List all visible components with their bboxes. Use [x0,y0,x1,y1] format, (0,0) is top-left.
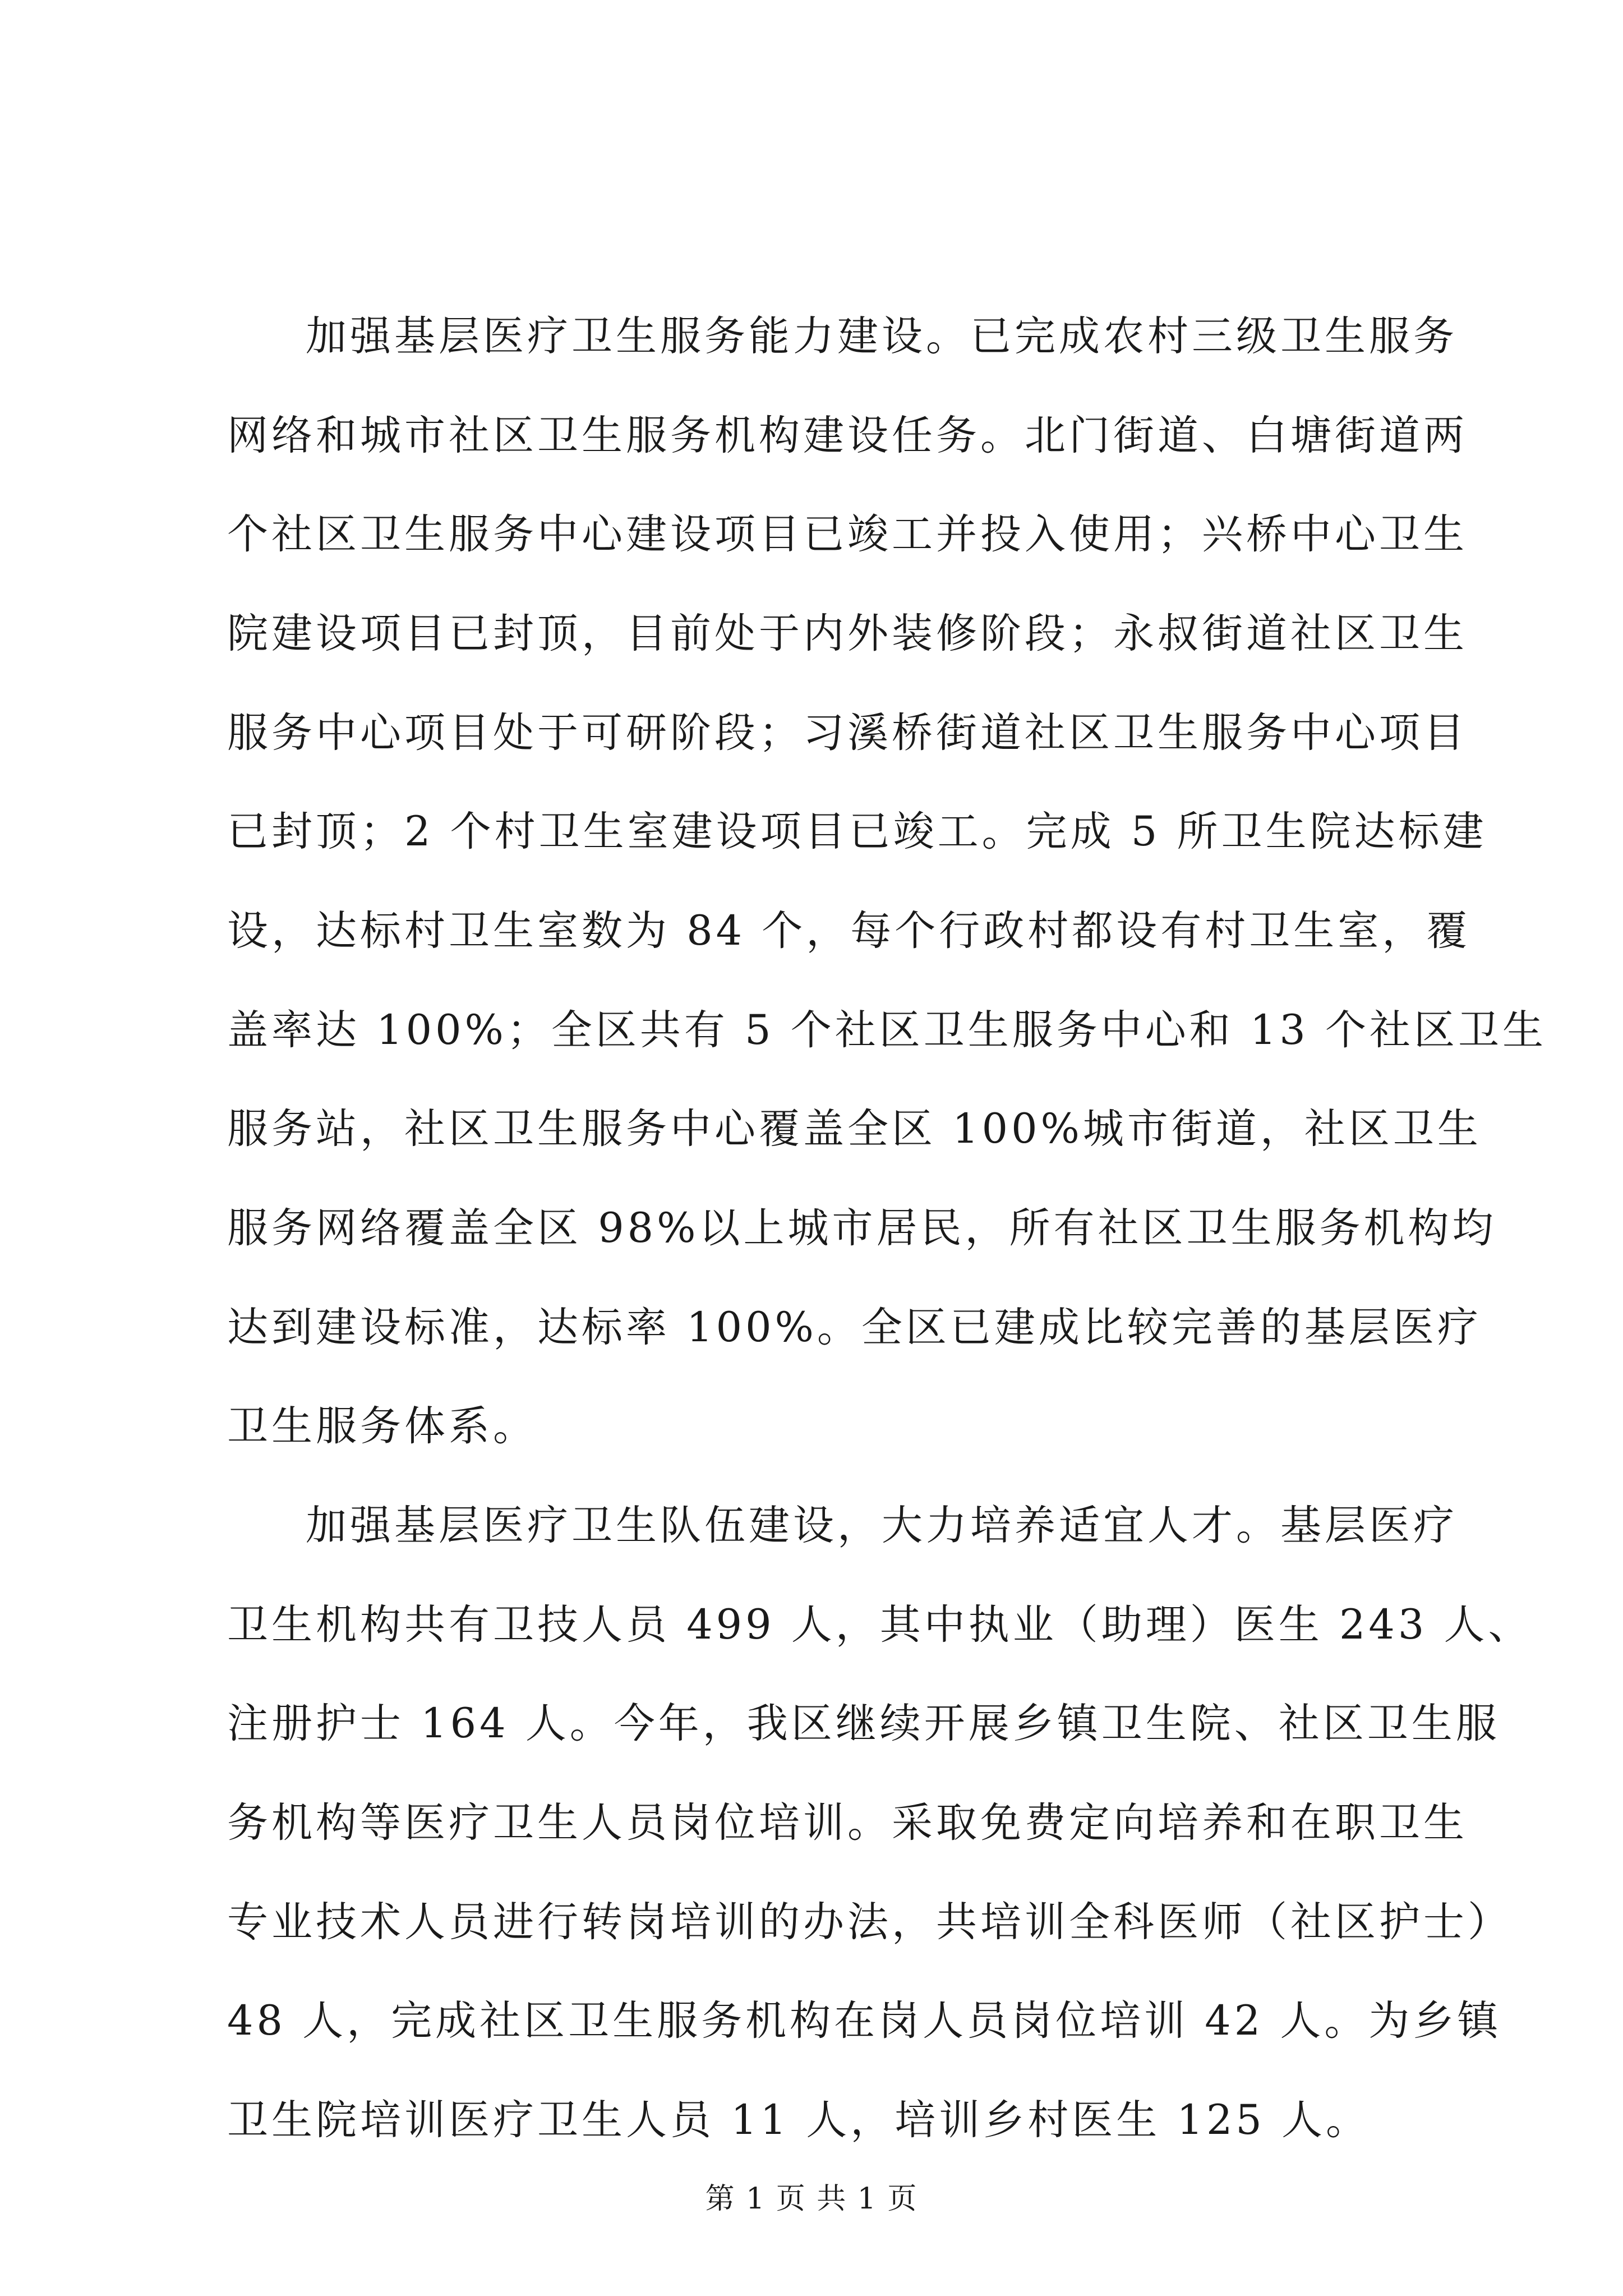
paragraph-1-line-4: 院建设项目已封顶，目前处于内外装修阶段；永叔街道社区卫生 [227,610,1468,657]
paragraph-1-line-7: 设，达标村卫生室数为 84 个，每个行政村都设有村卫生室，覆 [227,907,1471,955]
paragraph-1-line-11: 达到建设标准，达标率 100%。全区已建成比较完善的基层医疗 [227,1304,1482,1351]
paragraph-2-line-6: 48 人，完成社区卫生服务机构在岗人员岗位培训 42 人。为乡镇 [227,1997,1502,2045]
paragraph-1-line-1: 加强基层医疗卫生服务能力建设。已完成农村三级卫生服务 [306,312,1458,360]
paragraph-2-line-3: 注册护士 164 人。今年，我区继续开展乡镇卫生院、社区卫生服 [227,1700,1500,1747]
paragraph-1-line-8: 盖率达 100%；全区共有 5 个社区卫生服务中心和 13 个社区卫生 [227,1006,1547,1054]
paragraph-1-line-2: 网络和城市社区卫生服务机构建设任务。北门街道、白塘街道两 [227,412,1468,459]
paragraph-2-line-1: 加强基层医疗卫生队伍建设，大力培养适宜人才。基层医疗 [306,1502,1458,1549]
paragraph-1-line-10: 服务网络覆盖全区 98%以上城市居民，所有社区卫生服务机构均 [227,1204,1497,1252]
paragraph-1-line-6: 已封顶；2 个村卫生室建设项目已竣工。完成 5 所卫生院达标建 [227,808,1487,855]
paragraph-1-line-9: 服务站，社区卫生服务中心覆盖全区 100%城市街道，社区卫生 [227,1105,1482,1153]
paragraph-2-line-2: 卫生机构共有卫技人员 499 人，其中执业（助理）医生 243 人、 [227,1601,1533,1649]
paragraph-1-line-12: 卫生服务体系。 [227,1402,537,1450]
paragraph-1-line-5: 服务中心项目处于可研阶段；习溪桥街道社区卫生服务中心项目 [227,709,1468,757]
page-footer: 第 1 页 共 1 页 [705,2182,918,2216]
paragraph-1-line-3: 个社区卫生服务中心建设项目已竣工并投入使用；兴桥中心卫生 [227,510,1468,558]
paragraph-2-line-5: 专业技术人员进行转岗培训的办法，共培训全科医师（社区护士） [227,1898,1512,1946]
paragraph-2-line-4: 务机构等医疗卫生人员岗位培训。采取免费定向培养和在职卫生 [227,1799,1468,1847]
paragraph-2-line-7: 卫生院培训医疗卫生人员 11 人，培训乡村医生 125 人。 [227,2096,1371,2144]
